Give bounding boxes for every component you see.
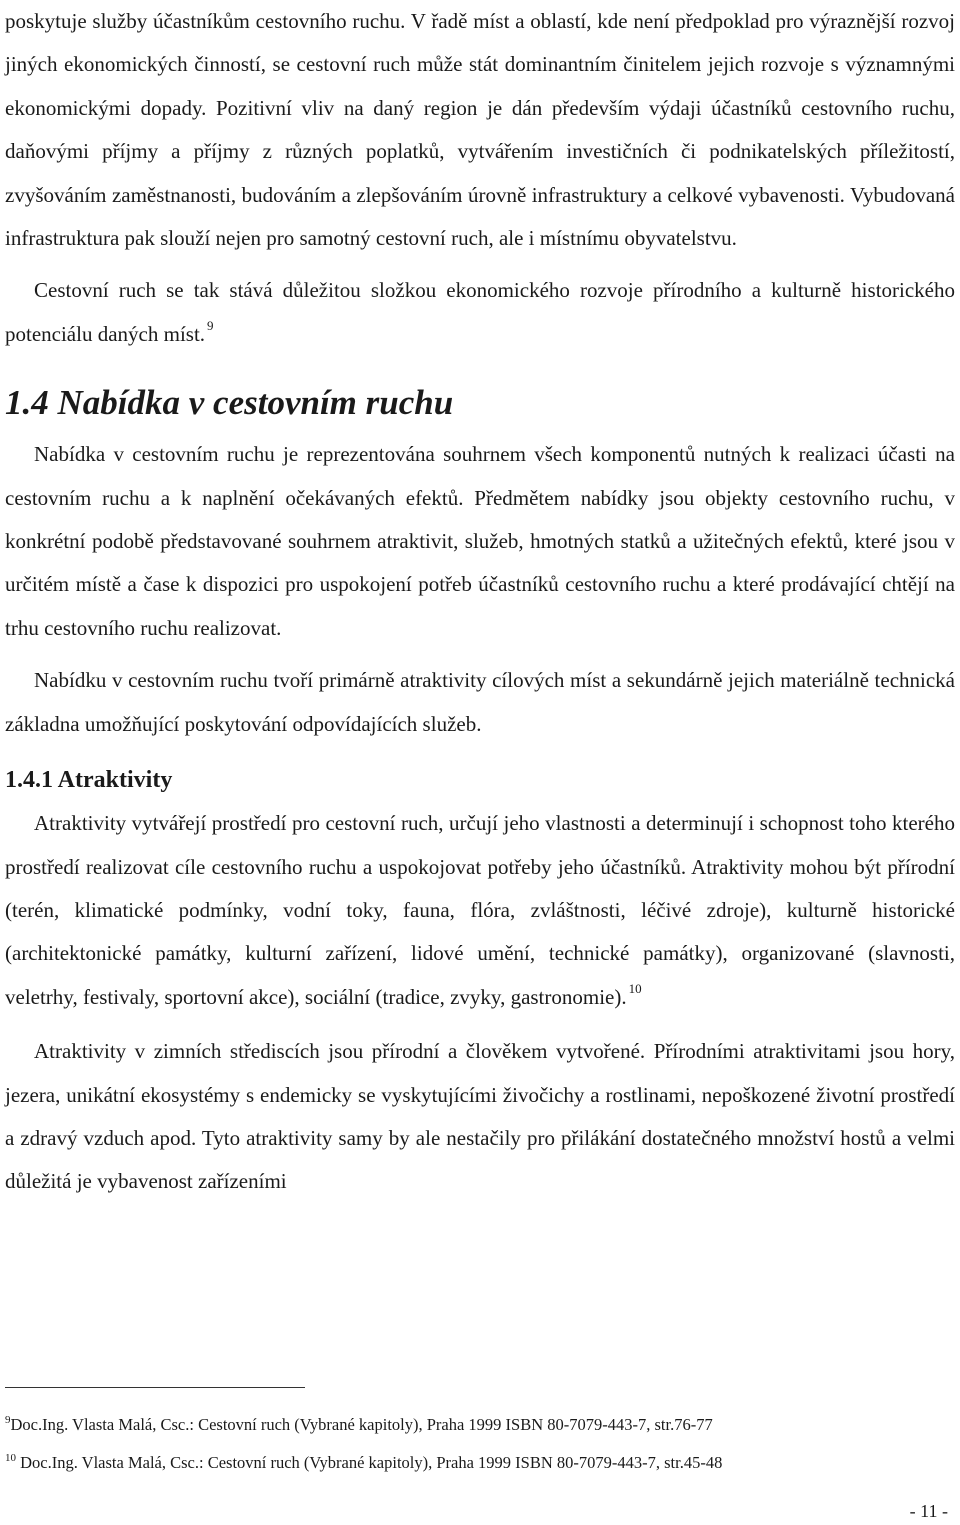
footnote-separator — [5, 1387, 305, 1388]
footnote-mark: 10 — [5, 1452, 16, 1464]
paragraph-supply-composition: Nabídku v cestovním ruchu tvoří primárně atraktivity cílových míst a sekundárně jejich materiálně technická základna umožňující poskytování odpovídajících služeb. — [5, 668, 955, 736]
paragraph-winter-resorts: Atraktivity v zimních střediscích jsou přírodní a člověkem vytvořené. Přírodními atraktivitami jsou hory, jezera, unikátní ekosystémy s endemicky se vyskytujícími živočichy a rostlinami, nepoškozené životní prostředí a zdravý vzduch apod. Tyto atraktivity samy by ale nestačily pro přilákání dostatečného množství hostů a velmi důležitá je vybavenost zařízeními — [5, 1039, 955, 1194]
footnote-text: Doc.Ing. Vlasta Malá, Csc.: Cestovní ruch (Vybrané kapitoly), Praha 1999 ISBN 80-7079-443-7, str.76-77 — [10, 1415, 713, 1434]
subsection-heading: 1.4.1 Atraktivity — [5, 767, 173, 794]
footnote-9 — [5, 1414, 713, 1438]
footnote-ref-9[interactable]: 9 — [207, 317, 214, 333]
section-heading: 1.4 Nabídka v cestovním ruchu — [5, 383, 454, 423]
paragraph-cultural-potential: Cestovní ruch se tak stává důležitou složkou ekonomického rozvoje přírodního a kulturně historického potenciálu daných míst. $^9$ — [5, 278, 955, 346]
document-page — [5, 0, 955, 1204]
paragraph-economic-impact: poskytuje služby účastníkům cestovního ruchu. V řadě míst a oblastí, kde není předpoklad pro výraznější rozvoj jiných ekonomických činností, se cestovní ruch může stát dominantním činitelem jejich rozvoje s významnými ekonomickými dopady. Pozitivní vliv na daný region je dán především výdaji účastníků cestovního ruchu, daňovými příjmy a příjmy z různých poplatků, vytvářením investičních či podnikatelských příležitostí, zvyšováním zaměstnanosti, budováním a zlepšováním úrovně infrastruktury a celkové vybavenosti. Vybudovaná infrastruktura pak slouží nejen pro samotný cestovní ruch, ale i místnímu obyvatelstvu. — [5, 9, 955, 251]
page-number: - 11 - — [909, 1501, 948, 1521]
footnote-mark: 9 — [5, 1414, 11, 1426]
paragraph-attractions: Atraktivity vytvářejí prostředí pro cestovní ruch, určují jeho vlastnosti a determinují i schopnost toho kterého prostředí realizovat cíle cestovního ruchu a uspokojovat potřeby jeho účastníků. Atraktivity mohou být přírodní (terén, klimatické podmínky, vodní toky, fauna, flóra, zvláštnosti, léčivé zdroje), kulturně historické (architektonické památky, kulturní zařízení, lidové umění, technické památky), organizované (slavnosti, veletrhy, festivaly, sportovní akce), sociální (tradice, zvyky, gastronomie). $^{10}$ — [5, 811, 955, 1009]
paragraph-supply-definition: Nabídka v cestovním ruchu je reprezentována souhrnem všech komponentů nutných k realizaci účasti na cestovním ruchu a k naplnění očekávaných efektů. Předmětem nabídky jsou objekty cestovního ruchu, v konkrétní podobě představované souhrnem atraktivit, služeb, hmotných statků a užitečných efektů, které jsou v určitém místě a čase k dispozici pro uspokojení potřeb účastníků cestovního ruchu a které prodávající chtějí na trhu cestovního ruchu realizovat. — [5, 442, 955, 640]
footnote-text: Doc.Ing. Vlasta Malá, Csc.: Cestovní ruch (Vybrané kapitoly), Praha 1999 ISBN 80-7079-443-7, str.45-48 — [16, 1453, 723, 1472]
footnote-ref-10[interactable]: 10 — [628, 980, 642, 996]
footnote-10 — [5, 1452, 722, 1476]
